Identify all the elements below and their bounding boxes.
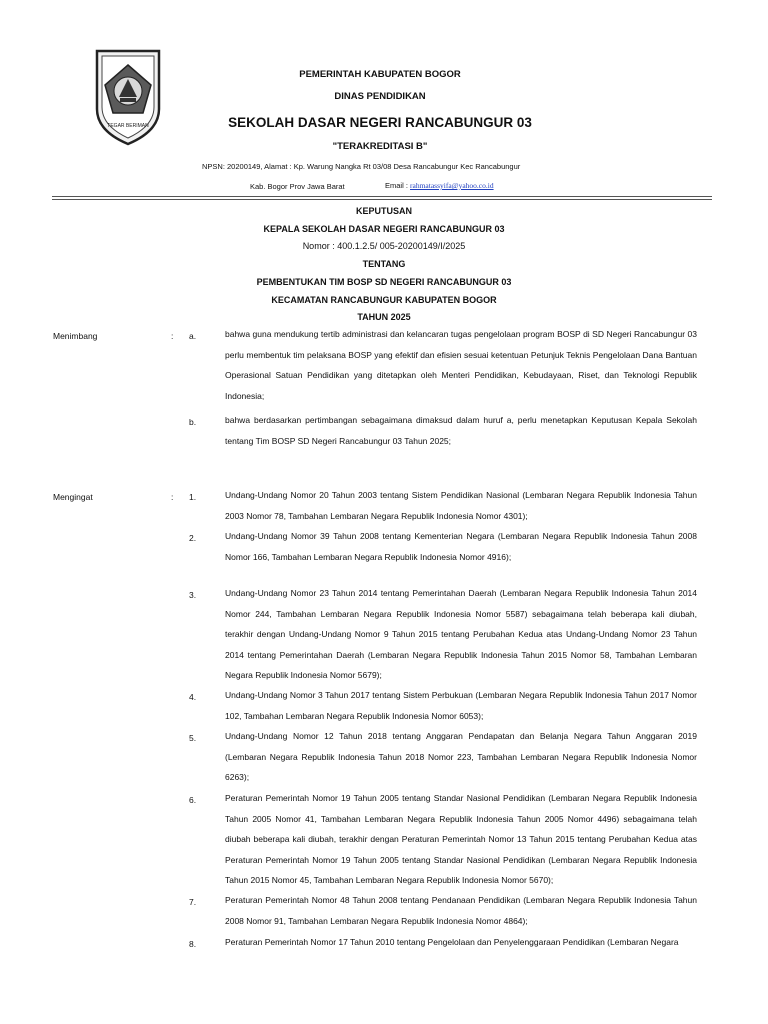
header-address-city: Kab. Bogor Prov Jawa Barat <box>250 182 345 191</box>
list-item-number: 7. <box>189 897 197 907</box>
list-item-text: bahwa guna mendukung tertib administrasi dan kelancaran tugas pengelolaan program BOSP di SD Negeri Rancabungur 03 perlu membentuk tim pelaksana BOSP yang efektif dan efisien sesuai ketentuan Petunjuk Teknis Pengelolaan Dana Bantuan Operasional Satuan Pendidikan yang ditetapkan oleh Menteri Pendidikan, Kebudayaan, Riset, dan Teknologi Republik Indonesia; <box>225 329 697 401</box>
list-item-text: Peraturan Pemerintah Nomor 19 Tahun 2005 tentang Standar Nasional Pendidikan (Lembaran Negara Republik Indonesia Tahun 2005 Nomor 41, Tambahan Lembaran Negara Republik Indonesia Tahun 2005 Nomor 4496) sebagaimana telah diubah beberapa kali diubah, terakhir dengan Peraturan Pemerintah Nomor 13 Tahun 2015 tentang Perubahan Kedua atas Peraturan Pemerintah Nomor 19 Tahun 2005 tentang Standar Nasional Pendidikan (Lembaran Negara Republik Indonesia Tahun 2015 Nomor 45, Tambahan Lembaran Negara Republik Indonesia Nomor 5670); <box>225 793 697 886</box>
header-accreditation: "TERAKREDITASI B" <box>332 141 428 152</box>
decree-subject-2: KECAMATAN RANCABUNGUR KABUPATEN BOGOR <box>271 295 497 305</box>
list-item-text: Undang-Undang Nomor 23 Tahun 2014 tentang Pemerintahan Daerah (Lembaran Negara Republik Indonesia Tahun 2014 Nomor 244, Tambahan Lembaran Negara Republik Indonesia Nomor 5587) sebagaimana telah beberapa kali diubah, terakhir dengan Undang-Undang Nomor 9 Tahun 2015 tentang Perubahan Kedua atas Undang-Undang Nomor 23 Tahun 2014 tentang Pemerintahan Daerah (Lembaran Negara Republik Indonesia Tahun 2015 Nomor 58, Tambahan Lembaran Negara Republik Indonesia Nomor 5679); <box>225 588 697 681</box>
list-item-number: 8. <box>189 939 197 949</box>
email-label: Email : <box>385 181 408 190</box>
logo-motto: TEGAR BERIMAN <box>107 123 149 129</box>
list-item-text: bahwa berdasarkan pertimbangan sebagaimana dimaksud dalam huruf a, perlu menetapkan Keputusan Kepala Sekolah tentang Tim BOSP SD Negeri Rancabungur 03 Tahun 2025; <box>225 415 697 446</box>
list-item-number: 4. <box>189 692 197 702</box>
school-emblem-logo <box>93 47 163 147</box>
email-link[interactable]: rahmatassyifa@yahoo.co.id <box>410 181 494 190</box>
header-email-row <box>385 181 494 190</box>
list-item-text: Undang-Undang Nomor 3 Tahun 2017 tentang Sistem Perbukuan (Lembaran Negara Republik Indonesia Tahun 2017 Nomor 102, Tambahan Lembaran Negara Republik Indonesia Nomor 6053); <box>225 690 697 721</box>
decree-issuer: KEPALA SEKOLAH DASAR NEGERI RANCABUNGUR 03 <box>263 224 505 234</box>
decree-title: KEPUTUSAN <box>355 206 412 216</box>
letterhead-rule-thin <box>52 199 712 200</box>
list-item-number: b. <box>189 417 197 427</box>
list-item-number: 6. <box>189 795 197 805</box>
list-item-text: Peraturan Pemerintah Nomor 48 Tahun 2008 tentang Pendanaan Pendidikan (Lembaran Negara Republik Indonesia Tahun 2008 Nomor 91, Tambahan Lembaran Negara Republik Indonesia Nomor 4864); <box>225 895 697 926</box>
list-item-number: 1. <box>189 492 197 502</box>
header-school-name: SEKOLAH DASAR NEGERI RANCABUNGUR 03 <box>228 115 532 130</box>
list-item-text: Undang-Undang Nomor 39 Tahun 2008 tentang Kementerian Negara (Lembaran Negara Republik Indonesia Tahun 2008 Nomor 166, Tambahan Lembaran Negara Republik Indonesia Nomor 4916); <box>225 531 697 562</box>
list-item-number: 2. <box>189 533 197 543</box>
list-item-number: 5. <box>189 733 197 743</box>
decree-subject-1: PEMBENTUKAN TIM BOSP SD NEGERI RANCABUNGUR 03 <box>256 277 512 287</box>
header-government: PEMERINTAH KABUPATEN BOGOR <box>299 69 461 80</box>
decree-about: TENTANG <box>362 259 406 269</box>
section-label-mengingat: Mengingat <box>53 492 93 502</box>
header-address: NPSN: 20200149, Alamat : Kp. Warung Nangka Rt 03/08 Desa Rancabungur Kec Rancabungur <box>202 162 521 171</box>
list-item-text: Undang-Undang Nomor 12 Tahun 2018 tentang Anggaran Pendapatan dan Belanja Negara Tahun Anggaran 2019 (Lembaran Negara Republik Indonesia Tahun 2018 Nomor 223, Tambahan Lembaran Negara Republik Indonesia Nomor 6263); <box>225 731 697 783</box>
decree-number: Nomor : 400.1.2.5/ 005-20200149/I/2025 <box>302 241 466 251</box>
decree-year: TAHUN 2025 <box>357 312 411 322</box>
section-label-menimbang: Menimbang <box>53 331 98 341</box>
section-colon: : <box>171 331 174 341</box>
list-item-number: 3. <box>189 590 197 600</box>
letterhead-rule <box>52 196 712 197</box>
header-department: DINAS PENDIDIKAN <box>334 91 426 102</box>
list-item-text: Peraturan Pemerintah Nomor 17 Tahun 2010 tentang Pengelolaan dan Penyelenggaraan Pendidikan (Lembaran Negara <box>225 937 679 947</box>
list-item-text: Undang-Undang Nomor 20 Tahun 2003 tentang Sistem Pendidikan Nasional (Lembaran Negara Republik Indonesia Tahun 2003 Nomor 78, Tambahan Lembaran Negara Republik Indonesia Nomor 4301); <box>225 490 697 521</box>
section-colon: : <box>171 492 174 502</box>
list-item-number: a. <box>189 331 197 341</box>
